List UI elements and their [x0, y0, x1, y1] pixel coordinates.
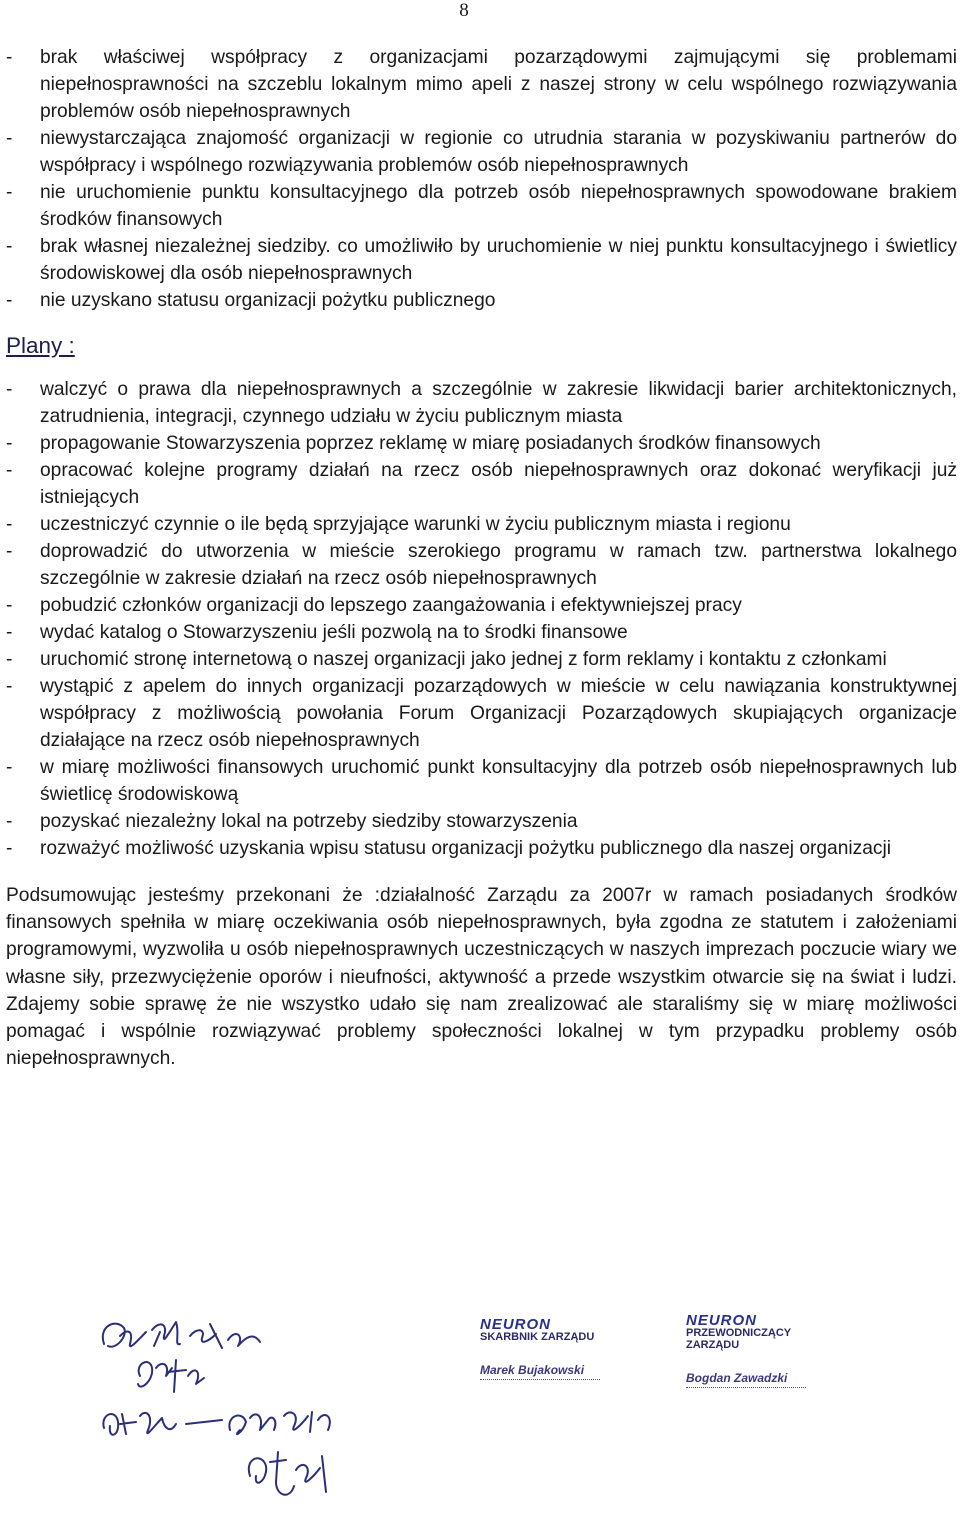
- document-body: [6, 44, 957, 1072]
- stamp-role: SKARBNIK ZARZĄDU: [480, 1331, 595, 1343]
- list-item: - pozyskać niezależny lokal na potrzeby siedziby stowarzyszenia: [6, 808, 957, 835]
- treasurer-stamp: [480, 1316, 610, 1380]
- list-item: - w miarę możliwości finansowych uruchomić punkt konsultacyjny dla potrzeb osób niepełnosprawnych lub świetlicę środowiskową: [6, 754, 957, 808]
- list-item: - nie uruchomienie punktu konsultacyjnego dla potrzeb osób niepełnosprawnych spowodowane brakiem środków finansowych: [6, 179, 957, 233]
- stamp-org: NEURON: [480, 1316, 552, 1333]
- list-item: - pobudzić członków organizacji do lepszego zaangażowania i efektywniejszej pracy: [6, 592, 957, 619]
- handwritten-signatures: [90, 1306, 390, 1516]
- problems-list: [6, 44, 957, 314]
- list-item: - opracować kolejne programy działań na rzecz osób niepełnosprawnych oraz dokonać weryfikacji już istniejących: [6, 457, 957, 511]
- list-item: - propagowanie Stowarzyszenia poprzez reklamę w miarę posiadanych środków finansowych: [6, 430, 957, 457]
- list-item: - uczestniczyć czynnie o ile będą sprzyjające warunki w życiu publicznym miasta i regionu: [6, 511, 957, 538]
- list-item: - brak własnej niezależnej siedziby. co umożliwiło by uruchomienie w niej punktu konsultacyjnego i świetlicy środowiskowej dla osób niepełnosprawnych: [6, 233, 957, 287]
- stamp-role: PRZEWODNICZĄCY ZARZĄDU: [686, 1327, 791, 1351]
- list-item: - walczyć o prawa dla niepełnosprawnych a szczególnie w zakresie likwidacji barier architektonicznych, zatrudnienia, integracji, czynnego udziału w życiu publicznym miasta: [6, 376, 957, 430]
- list-item: - niewystarczająca znajomość organizacji w regionie co utrudnia starania w pozyskiwaniu partnerów do współpracy i wspólnego rozwiązywania problemów osób niepełnosprawnych: [6, 125, 957, 179]
- list-item: - brak właściwej współpracy z organizacjami pozarządowymi zajmującymi się problemami niepełnosprawności na szczeblu lokalnym mimo apeli z naszej strony w celu wspólnego rozwiązywania problemów osób niepełnosprawnych: [6, 44, 957, 125]
- signature-line: [686, 1387, 806, 1388]
- plans-heading: Plany :: [6, 333, 75, 358]
- signatures-area: [0, 1300, 960, 1522]
- stamp-person: Bogdan Zawadzki: [686, 1371, 788, 1385]
- plans-list: [6, 376, 957, 862]
- list-item: - doprowadzić do utworzenia w mieście szerokiego programu w ramach tzw. partnerstwa lokalnego szczególnie w zakresie działań na rzecz osób niepełnosprawnych: [6, 538, 957, 592]
- list-item: - wystąpić z apelem do innych organizacji pozarządowych w mieście w celu nawiązania konstruktywnej współpracy z możliwością powołania Forum Organizacji Pozarządowych skupiających organizacje działające na rzecz osób niepełnosprawnych: [6, 673, 957, 754]
- list-item: - rozważyć możliwość uzyskania wpisu statusu organizacji pożytku publicznego dla naszej organizacji: [6, 835, 957, 862]
- list-item: - uruchomić stronę internetową o naszej organizacji jako jednej z form reklamy i kontaktu z członkami: [6, 646, 957, 673]
- list-item: - wydać katalog o Stowarzyszeniu jeśli pozwolą na to środki finansowe: [6, 619, 957, 646]
- stamp-org: NEURON: [686, 1312, 758, 1329]
- list-item: - nie uzyskano statusu organizacji pożytku publicznego: [6, 287, 957, 314]
- page-number: 8: [459, 0, 469, 21]
- stamp-person: Marek Bujakowski: [480, 1363, 585, 1377]
- summary-paragraph: Podsumowując jesteśmy przekonani że :działalność Zarządu za 2007r w ramach posiadanych środków finansowych spełniła w miarę oczekiwania osób niepełnosprawnych, była zgodna ze statutem i założeniami programowymi, wyzwoliła u osób niepełnosprawnych uczestniczących w naszych imprezach poczucie wiary we własne siły, przezwyciężenie oporów i nieufności, aktywność a przede wszystkim otwarcie się na świat i ludzi. Zdajemy sobie sprawę że nie wszystko udało się nam zrealizować ale staraliśmy się w miarę możliwości pomagać i wspólnie rozwiązywać problemy społeczności lokalnej w tym przypadku problemy osób niepełnosprawnych.: [6, 885, 957, 1070]
- chairman-stamp: [686, 1312, 826, 1388]
- signature-line: [480, 1379, 600, 1380]
